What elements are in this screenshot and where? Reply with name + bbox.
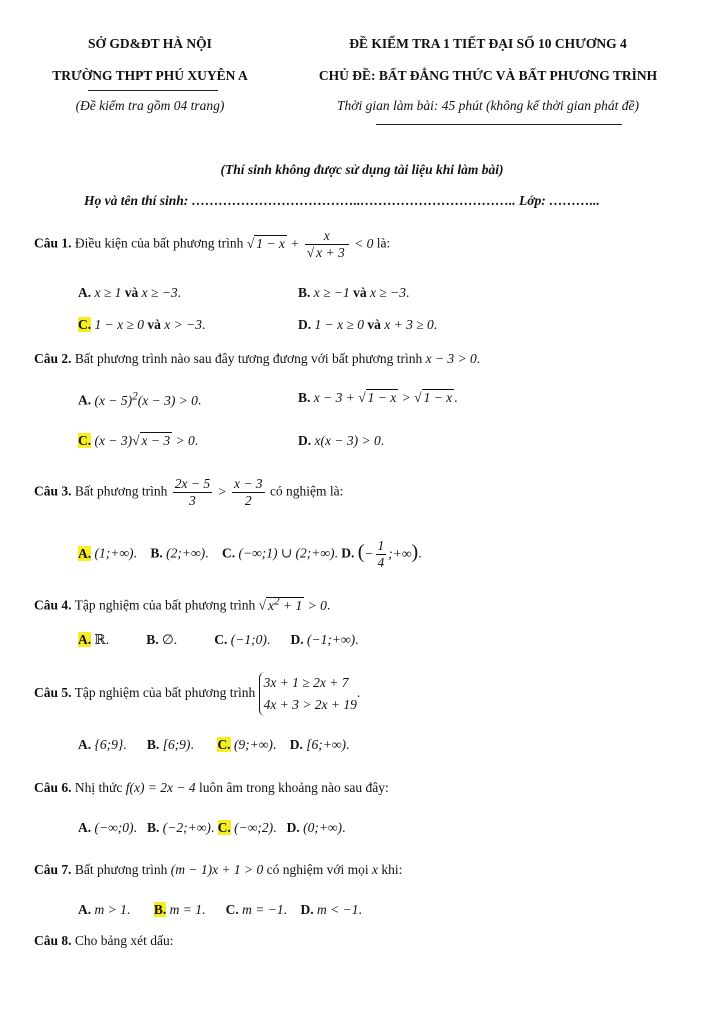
exam-topic: CHỦ ĐỀ: BẤT ĐẲNG THỨC VÀ BẤT PHƯƠNG TRÌNH bbox=[318, 68, 658, 83]
header-right-rule bbox=[376, 124, 622, 125]
q6-option-c[interactable]: C. (−∞;2). bbox=[217, 820, 277, 835]
answer-highlight: C. bbox=[217, 820, 231, 835]
exam-duration: Thời gian làm bài: 45 phút (không kể thời gian phát đề) bbox=[336, 98, 639, 113]
q4-options bbox=[78, 632, 358, 648]
question-7: Câu 7. Bất phương trình (m − 1)x + 1 > 0 có nghiệm với mọi x khi: bbox=[34, 862, 403, 877]
math-expression: √ 1 − x + $\frac{x}{√ x + 3}$ < 0 bbox=[246, 228, 377, 260]
question-3: Câu 3. Bất phương trình $\frac{2x - 5}{3}$ > $\frac{x - 3}{2}$ có nghiệm là: bbox=[34, 476, 344, 508]
q3-option-c[interactable]: C. (−∞;1) ∪ (2;+∞). bbox=[221, 545, 338, 561]
no-materials-notice: (Thí sinh không được sử dụng tài liệu khi làm bài) bbox=[220, 162, 504, 177]
q1-option-b[interactable]: B. x ≥ −1 và x ≥ −3. bbox=[298, 285, 410, 300]
q4-option-d[interactable]: D. (−1;+∞). bbox=[290, 632, 359, 647]
school-department: SỞ GD&ĐT HÀ NỘI bbox=[88, 36, 212, 51]
q6-option-a[interactable]: A. (−∞;0). bbox=[78, 820, 137, 835]
question-6: Câu 6. Nhị thức f(x) = 2x − 4 luôn âm trong khoảng nào sau đây: bbox=[34, 780, 389, 795]
question-4: Câu 4. Tập nghiệm của bất phương trình √ $x^2 + 1 > 0$. bbox=[34, 595, 331, 613]
inequality-system: 3x + 1 ≥ 2x + 7 4x + 3 > 2x + 19 bbox=[259, 672, 357, 716]
q2-option-c[interactable]: C. (x − 3)√ x − 3 > 0. bbox=[78, 433, 199, 448]
q1-option-d[interactable]: D. 1 − x ≥ 0 và x + 3 ≥ 0. bbox=[298, 317, 438, 332]
question-2: Câu 2. Bất phương trình nào sau đây tương đương với bất phương trình x − 3 > 0. bbox=[34, 351, 481, 366]
q2-option-b[interactable]: B. x − 3 + √ 1 − x > √ 1 − x . bbox=[298, 390, 458, 405]
page-count-note: (Đề kiểm tra gồm 04 trang) bbox=[75, 98, 225, 113]
q7-option-d[interactable]: D. m < −1. bbox=[300, 902, 362, 917]
answer-highlight: A. bbox=[78, 632, 92, 647]
question-tail: là: bbox=[376, 235, 391, 251]
q3-option-d[interactable]: D. (− $\frac{1}{4}$ ;+∞). bbox=[341, 538, 422, 570]
q5-options bbox=[78, 737, 349, 753]
q3-options bbox=[78, 538, 422, 571]
question-text: Điều kiện của bất phương trình bbox=[74, 235, 244, 251]
q7-options bbox=[78, 902, 362, 918]
q4-option-c[interactable]: C. (−1;0). bbox=[214, 632, 271, 647]
question-8: Câu 8. Cho bảng xét dấu: bbox=[34, 933, 174, 948]
student-info-line: Họ và tên thí sinh: ………………………………..…………………………….. Lớp: ………... bbox=[84, 193, 600, 208]
q5-option-d[interactable]: D. [6;+∞). bbox=[289, 737, 350, 752]
q6-option-b[interactable]: B. (−2;+∞). bbox=[146, 820, 215, 835]
answer-highlight: C. bbox=[78, 433, 92, 448]
q2-option-d[interactable]: D. x(x − 3) > 0. bbox=[298, 433, 385, 448]
q7-option-c[interactable]: C. m = −1. bbox=[225, 902, 287, 917]
q7-option-b[interactable]: B. m = 1. bbox=[153, 902, 206, 917]
q5-option-c[interactable]: C. (9;+∞). bbox=[217, 737, 277, 752]
q2-option-a[interactable]: A. $(x - 5)^2(x - 3) > 0$. bbox=[78, 390, 202, 408]
answer-highlight: A. bbox=[78, 545, 92, 561]
question-1 bbox=[34, 228, 390, 261]
q1-option-a[interactable]: A. x ≥ 1 và x ≥ −3. bbox=[78, 285, 182, 300]
question-5: Câu 5. Tập nghiệm của bất phương trình 3x + 1 ≥ 2x + 7 4x + 3 > 2x + 19. bbox=[34, 672, 360, 716]
q4-option-a[interactable]: A. ℝ. bbox=[78, 632, 110, 647]
q6-options bbox=[78, 820, 345, 836]
q5-option-a[interactable]: A. {6;9}. bbox=[78, 737, 127, 752]
q3-option-b[interactable]: B. (2;+∞). bbox=[150, 545, 209, 561]
q7-option-a[interactable]: A. m > 1. bbox=[78, 902, 131, 917]
answer-highlight: C. bbox=[78, 317, 92, 332]
q5-option-b[interactable]: B. [6;9). bbox=[146, 737, 194, 752]
q1-option-c[interactable]: C. 1 − x ≥ 0 và x > −3. bbox=[78, 317, 206, 332]
answer-highlight: B. bbox=[153, 902, 167, 917]
q6-option-d[interactable]: D. (0;+∞). bbox=[286, 820, 346, 835]
header-left-rule bbox=[88, 90, 218, 91]
school-name: TRƯỜNG THPT PHÚ XUYÊN A bbox=[52, 68, 248, 83]
q4-option-b[interactable]: B. ∅. bbox=[146, 632, 178, 647]
answer-highlight: C. bbox=[217, 737, 231, 752]
question-label: Câu 1. bbox=[34, 235, 72, 251]
q3-option-a[interactable]: A. (1;+∞). bbox=[78, 545, 137, 561]
exam-title: ĐỀ KIỂM TRA 1 TIẾT ĐẠI SỐ 10 CHƯƠNG 4 bbox=[349, 36, 627, 51]
